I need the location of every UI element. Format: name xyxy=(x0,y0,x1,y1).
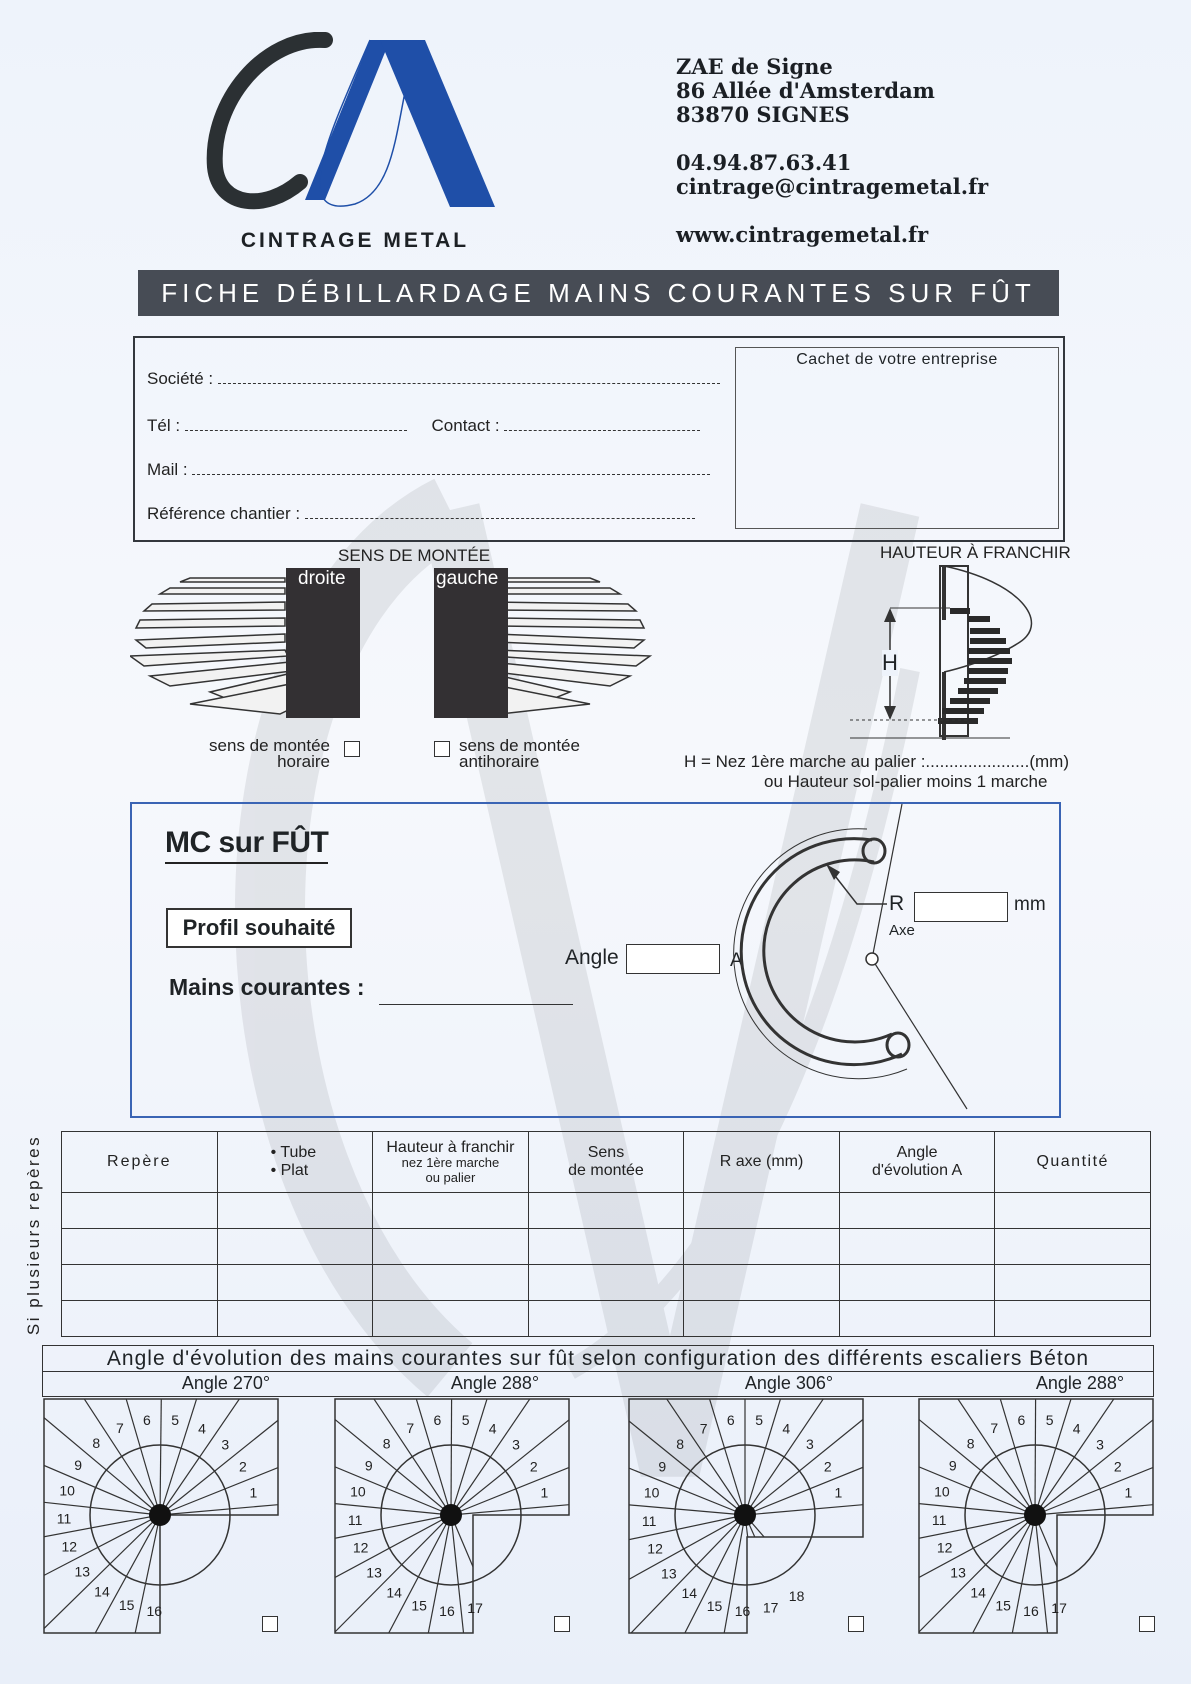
step-number: 4 xyxy=(1072,1420,1081,1437)
step-number: 11 xyxy=(641,1512,657,1529)
step-number: 5 xyxy=(171,1412,180,1429)
col-raxe: R axe (mm) xyxy=(684,1132,840,1193)
staircase-direction-diagram xyxy=(130,566,670,726)
h-symbol: H xyxy=(882,650,898,675)
antihoraire-label-1: sens de montée xyxy=(459,736,580,755)
step-number: 5 xyxy=(755,1412,764,1429)
angle-306-checkbox[interactable] xyxy=(848,1616,864,1632)
gauche-label: gauche xyxy=(436,568,499,589)
step-number: 4 xyxy=(782,1420,791,1437)
table-cell[interactable] xyxy=(995,1265,1151,1301)
step-number: 13 xyxy=(661,1565,677,1582)
hauteur-title: HAUTEUR À FRANCHIR xyxy=(880,543,1071,562)
step-number: 2 xyxy=(238,1458,247,1475)
reference-input[interactable] xyxy=(305,504,695,519)
antihoraire-option xyxy=(459,738,580,770)
societe-label: Société : xyxy=(147,369,214,388)
step-number: 3 xyxy=(512,1436,520,1453)
phone-number: 04.94.87.63.41 xyxy=(676,150,852,175)
hauteur-note-1: H = Nez 1ère marche au palier :......................(mm) xyxy=(684,752,1069,771)
step-number: 6 xyxy=(1017,1411,1026,1428)
step-number: 10 xyxy=(350,1483,366,1500)
step-number: 17 xyxy=(1051,1599,1067,1616)
step-number: 1 xyxy=(834,1484,843,1501)
step-number: 10 xyxy=(643,1484,660,1501)
step-number: 8 xyxy=(966,1435,975,1452)
step-number: 11 xyxy=(347,1511,363,1528)
col-angle xyxy=(839,1132,995,1193)
step-number: 2 xyxy=(1113,1458,1122,1475)
sens-header-2: de montée xyxy=(568,1162,644,1179)
angle-label: Angle xyxy=(565,946,619,969)
step-number: 14 xyxy=(681,1585,698,1602)
step-number: 13 xyxy=(950,1564,966,1581)
col-quantite: Quantité xyxy=(995,1132,1151,1193)
tube-label: Tube xyxy=(280,1144,317,1161)
step-number: 9 xyxy=(948,1457,957,1474)
reference-label: Référence chantier : xyxy=(147,504,301,523)
table-cell[interactable] xyxy=(839,1229,995,1265)
angle-label-1: Angle 270° xyxy=(181,1373,271,1393)
angle-270-checkbox[interactable] xyxy=(262,1616,278,1632)
step-number: 16 xyxy=(439,1602,455,1619)
company-stamp-box[interactable] xyxy=(735,347,1059,529)
col-hauteur xyxy=(373,1132,529,1193)
step-number: 18 xyxy=(788,1587,805,1604)
a-symbol: A xyxy=(730,950,743,971)
horaire-label-2: horaire xyxy=(277,752,330,771)
mm-unit: mm xyxy=(1014,894,1046,915)
table-cell[interactable] xyxy=(684,1229,840,1265)
stair-diagram-270 xyxy=(42,1397,282,1635)
table-cell[interactable] xyxy=(217,1265,373,1301)
table-cell[interactable] xyxy=(839,1193,995,1229)
table-cell[interactable] xyxy=(62,1229,218,1265)
table-cell[interactable] xyxy=(373,1301,529,1337)
table-header-row xyxy=(62,1132,1151,1193)
stair-core xyxy=(149,1504,171,1526)
company-logo xyxy=(205,32,505,252)
step-number: 3 xyxy=(221,1436,230,1453)
step-number: 1 xyxy=(249,1484,258,1501)
step-number: 14 xyxy=(970,1584,986,1601)
r-symbol: R xyxy=(889,892,905,915)
table-cell[interactable] xyxy=(62,1301,218,1337)
hauteur-header-3: ou palier xyxy=(425,1169,476,1185)
mail-label: Mail : xyxy=(147,460,188,479)
step-number: 8 xyxy=(92,1435,101,1452)
step-number: 15 xyxy=(118,1597,135,1614)
page-title: FICHE DÉBILLARDAGE MAINS COURANTES SUR FÛT xyxy=(138,270,1059,316)
angle-input[interactable] xyxy=(626,944,720,974)
table-cell[interactable] xyxy=(528,1229,684,1265)
step-number: 16 xyxy=(734,1602,751,1619)
step-number: 16 xyxy=(146,1602,163,1619)
hauteur-header-1: Hauteur à franchir xyxy=(386,1138,515,1156)
table-cell[interactable] xyxy=(528,1265,684,1301)
website-link[interactable]: www.cintragemetal.fr xyxy=(676,222,929,247)
table-row xyxy=(62,1265,1151,1301)
angle-section-title: Angle d'évolution des mains courantes sur fût selon configuration des différents escaliers Béton xyxy=(43,1346,1153,1372)
step-number: 4 xyxy=(488,1420,497,1437)
cm-monogram-icon xyxy=(205,32,505,212)
table-cell[interactable] xyxy=(62,1193,218,1229)
col-sens xyxy=(528,1132,684,1193)
mail-row xyxy=(147,460,710,480)
table-row xyxy=(62,1193,1151,1229)
angle-header-1: Angle xyxy=(896,1144,938,1161)
step-number: 3 xyxy=(805,1436,814,1453)
step-number: 5 xyxy=(1045,1412,1054,1429)
axe-label: Axe xyxy=(889,922,915,939)
table-side-label xyxy=(14,1135,54,1335)
table-cell[interactable] xyxy=(839,1301,995,1337)
step-number: 6 xyxy=(433,1411,442,1428)
client-info-form xyxy=(133,336,1065,542)
step-number: 9 xyxy=(364,1457,373,1474)
brand-name: CINTRAGE METAL xyxy=(240,229,470,252)
step-number: 7 xyxy=(990,1420,999,1437)
table-cell[interactable] xyxy=(217,1193,373,1229)
angle-label-4: Angle 288° xyxy=(1035,1373,1125,1393)
angle-section-header xyxy=(42,1345,1154,1397)
sens-montee-title: SENS DE MONTÉE xyxy=(338,546,491,565)
step-number: 12 xyxy=(936,1539,953,1556)
mc-title: MC sur FÛT xyxy=(165,826,328,864)
table-row xyxy=(62,1301,1151,1337)
angle-288-b-checkbox[interactable] xyxy=(1139,1616,1155,1632)
mains-courantes-input[interactable] xyxy=(379,990,573,1005)
tel-input[interactable] xyxy=(185,416,407,431)
step-number: 12 xyxy=(61,1538,78,1555)
handrail-arc-diagram xyxy=(712,804,1052,1114)
table-cell[interactable] xyxy=(373,1229,529,1265)
address-line: 86 Allée d'Amsterdam xyxy=(676,78,935,103)
reperes-table xyxy=(61,1131,1151,1337)
hauteur-note xyxy=(684,752,1069,792)
step-number: 3 xyxy=(1096,1436,1104,1453)
step-number: 11 xyxy=(931,1511,947,1528)
email-link[interactable]: cintrage@cintragemetal.fr xyxy=(676,174,989,199)
contact-label: Contact : xyxy=(431,416,500,435)
step-number: 13 xyxy=(74,1563,91,1580)
step-number: 12 xyxy=(647,1540,663,1557)
table-cell[interactable] xyxy=(684,1193,840,1229)
stair-core xyxy=(440,1504,462,1526)
antihoraire-label-2: antihoraire xyxy=(459,752,540,771)
step-number: 15 xyxy=(706,1598,723,1615)
step-number: 15 xyxy=(995,1597,1011,1614)
col-repere: Repère xyxy=(62,1132,218,1193)
mail-input[interactable] xyxy=(192,460,710,475)
stair-diagram-306 xyxy=(627,1397,867,1635)
antihoraire-checkbox[interactable] xyxy=(434,741,450,757)
stair-core xyxy=(1024,1504,1046,1526)
stair-core xyxy=(734,1504,756,1526)
step-number: 9 xyxy=(658,1458,667,1475)
plat-label: Plat xyxy=(280,1162,309,1179)
stair-diagram-288-b xyxy=(917,1397,1157,1635)
table-cell[interactable] xyxy=(995,1229,1151,1265)
table-cell[interactable] xyxy=(995,1301,1151,1337)
table-cell[interactable] xyxy=(684,1301,840,1337)
step-number: 7 xyxy=(699,1420,708,1437)
horaire-label-1: sens de montée xyxy=(209,736,330,755)
table-cell[interactable] xyxy=(373,1193,529,1229)
step-number: 10 xyxy=(59,1482,75,1499)
societe-input[interactable] xyxy=(218,369,720,384)
table-cell[interactable] xyxy=(217,1229,373,1265)
step-number: 1 xyxy=(540,1484,549,1501)
si-plusieurs-reperes: Si plusieurs repères xyxy=(24,1134,43,1336)
step-number: 15 xyxy=(411,1597,427,1614)
step-number: 2 xyxy=(529,1458,538,1475)
stair-diagram-288-a xyxy=(333,1397,573,1635)
angle-label-3: Angle 306° xyxy=(744,1373,834,1393)
col-tube-plat: • Tube • Plat xyxy=(217,1132,373,1193)
step-number: 8 xyxy=(676,1436,685,1453)
table-cell[interactable] xyxy=(528,1301,684,1337)
step-number: 17 xyxy=(762,1599,779,1616)
mc-sur-fut-panel xyxy=(130,802,1061,1118)
step-number: 7 xyxy=(116,1419,124,1436)
angle-label-2: Angle 288° xyxy=(450,1373,540,1393)
step-number: 9 xyxy=(74,1456,83,1473)
step-number: 6 xyxy=(726,1412,735,1429)
step-number: 17 xyxy=(467,1599,483,1616)
step-number: 14 xyxy=(386,1584,402,1601)
sens-header-1: Sens xyxy=(587,1144,625,1161)
mains-courantes-label: Mains courantes : xyxy=(169,974,365,1000)
table-cell[interactable] xyxy=(373,1265,529,1301)
angle-header-2: d'évolution A xyxy=(871,1162,963,1179)
hauteur-header-2: nez 1ère marche xyxy=(401,1154,500,1170)
table-cell[interactable] xyxy=(995,1193,1151,1229)
hauteur-note-2: ou Hauteur sol-palier moins 1 marche xyxy=(764,772,1048,791)
address-line: ZAE de Signe xyxy=(676,54,833,79)
table-cell[interactable] xyxy=(839,1265,995,1301)
cachet-label: Cachet de votre entreprise xyxy=(796,351,998,368)
step-number: 1 xyxy=(1124,1484,1133,1501)
contact-input[interactable] xyxy=(504,416,700,431)
societe-row xyxy=(147,369,720,389)
radius-input[interactable] xyxy=(914,892,1008,922)
table-cell[interactable] xyxy=(528,1193,684,1229)
tel-label: Tél : xyxy=(147,416,181,435)
step-number: 10 xyxy=(934,1483,950,1500)
step-number: 6 xyxy=(143,1411,151,1428)
step-number: 8 xyxy=(382,1435,391,1452)
table-cell[interactable] xyxy=(62,1265,218,1301)
reference-row xyxy=(147,504,695,524)
step-number: 12 xyxy=(352,1539,369,1556)
step-number: 5 xyxy=(461,1412,470,1429)
horaire-option xyxy=(200,738,330,770)
table-cell[interactable] xyxy=(217,1301,373,1337)
company-address xyxy=(676,55,988,247)
profil-souhaite-box[interactable]: Profil souhaité xyxy=(166,908,352,948)
table-cell[interactable] xyxy=(684,1265,840,1301)
address-line: 83870 SIGNES xyxy=(676,102,850,127)
step-number: 13 xyxy=(366,1564,382,1581)
angle-288-a-checkbox[interactable] xyxy=(554,1616,570,1632)
step-number: 7 xyxy=(406,1420,415,1437)
step-number: 2 xyxy=(823,1458,832,1475)
table-row xyxy=(62,1229,1151,1265)
step-number: 11 xyxy=(56,1510,72,1527)
tel-row xyxy=(147,416,700,436)
step-number: 14 xyxy=(94,1583,110,1600)
step-number: 4 xyxy=(198,1420,206,1437)
step-number: 16 xyxy=(1023,1602,1039,1619)
droite-label: droite xyxy=(298,568,346,589)
horaire-checkbox[interactable] xyxy=(344,741,360,757)
